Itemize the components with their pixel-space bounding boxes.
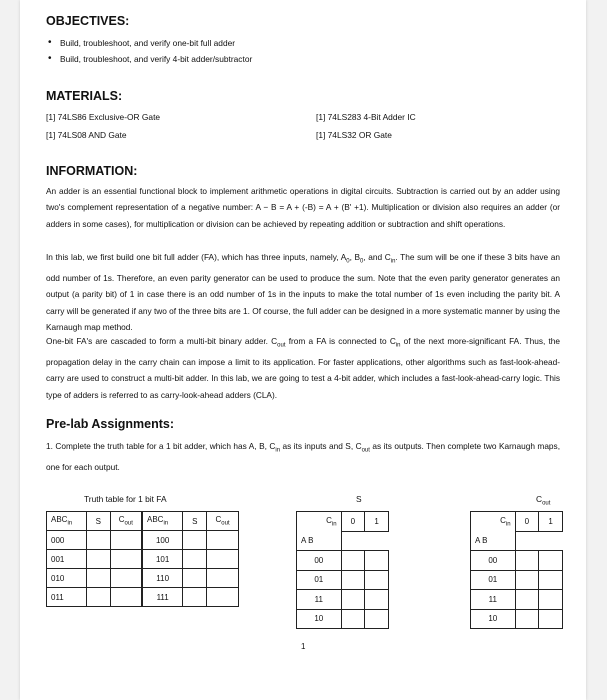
material-item: [1] 74LS283 4-Bit Adder IC bbox=[316, 112, 416, 122]
table-row bbox=[47, 569, 239, 588]
kmap-cout-title: $C_{out}$ bbox=[536, 494, 551, 507]
kmap-cell bbox=[365, 609, 389, 629]
table-row bbox=[47, 588, 239, 607]
table-cell: 111 bbox=[142, 588, 183, 607]
answer-cell bbox=[110, 550, 142, 569]
kmap-corner: $C_{in}$ bbox=[471, 512, 516, 532]
answer-cell bbox=[183, 531, 207, 550]
table-cell: 110 bbox=[142, 569, 183, 588]
prelab-question-1: 1. Complete the truth table for a 1 bit adder, which has A, B, $C_{in}$ as its inputs and S, $C_{out}$ as its outputs. Then complete two Karnaugh maps, one for each output. bbox=[46, 441, 561, 473]
header-abc: $ABC_{in}$ bbox=[47, 512, 87, 531]
kmap-cell bbox=[365, 570, 389, 590]
information-heading: INFORMATION: bbox=[46, 164, 138, 178]
kmap-row-header: 10 bbox=[471, 609, 516, 629]
kmap-cell bbox=[539, 551, 563, 571]
kmap-col-header: 1 bbox=[539, 512, 563, 532]
kmap-cell bbox=[341, 609, 365, 629]
kmap-row-header: 01 bbox=[297, 570, 342, 590]
header-s: S bbox=[183, 512, 207, 531]
kmap-cell bbox=[365, 551, 389, 571]
kmap-row-header: 11 bbox=[297, 590, 342, 610]
kmap-col-header: 1 bbox=[365, 512, 389, 532]
answer-cell bbox=[110, 569, 142, 588]
kmap-row-header: 00 bbox=[297, 551, 342, 571]
material-item: [1] 74LS08 AND Gate bbox=[46, 130, 127, 140]
kmap-cell bbox=[341, 570, 365, 590]
kmap-row-header: 11 bbox=[471, 590, 516, 610]
table-row bbox=[47, 550, 239, 569]
kmap-s-title: S bbox=[356, 494, 362, 504]
kmap-row-header: 01 bbox=[471, 570, 516, 590]
kmap-cell bbox=[539, 590, 563, 610]
table-cell: 000 bbox=[47, 531, 87, 550]
kmap-cell bbox=[539, 609, 563, 629]
materials-heading: MATERIALS: bbox=[46, 89, 123, 103]
prelab-heading: Pre-lab Assignments: bbox=[46, 417, 175, 431]
header-s: S bbox=[86, 512, 110, 531]
kmap-cell bbox=[341, 590, 365, 610]
header-cout: $C_{out}$ bbox=[110, 512, 142, 531]
objectives-list bbox=[46, 35, 252, 67]
answer-cell bbox=[207, 531, 239, 550]
answer-cell bbox=[183, 550, 207, 569]
material-item: [1] 74LS32 OR Gate bbox=[316, 130, 392, 140]
table-cell: 001 bbox=[47, 550, 87, 569]
kmap-cell bbox=[515, 609, 539, 629]
answer-cell bbox=[183, 569, 207, 588]
info-paragraph-1: An adder is an essential functional block to implement arithmetic operations in digital circuits. Subtraction is carried out by an adder using two's complement representation of a negative number: A − B = A + (-B) = A + (B' +1). Multiplication or division also requires an adder (or adders in some cases), for multiplication or division can be achieved by repeating addition or subtraction and shift operations. bbox=[46, 186, 560, 229]
answer-cell bbox=[207, 588, 239, 607]
list-item: • Build, troubleshoot, and verify 4-bit adder/subtractor bbox=[46, 51, 252, 67]
list-item: • Build, troubleshoot, and verify one-bit full adder bbox=[46, 35, 252, 51]
truth-table bbox=[46, 511, 239, 607]
kmap-cell bbox=[515, 570, 539, 590]
table-cell: 101 bbox=[142, 550, 183, 569]
answer-cell bbox=[207, 550, 239, 569]
kmap-col-header: 0 bbox=[341, 512, 365, 532]
table-header-row bbox=[47, 512, 239, 531]
kmap-cell bbox=[539, 570, 563, 590]
page-number: 1 bbox=[301, 642, 306, 651]
table-cell: 010 bbox=[47, 569, 87, 588]
kmap-s bbox=[296, 511, 389, 629]
kmap-row-header: 10 bbox=[297, 609, 342, 629]
answer-cell bbox=[183, 588, 207, 607]
objectives-heading: OBJECTIVES: bbox=[46, 14, 130, 28]
table-row bbox=[47, 531, 239, 550]
kmap-cell bbox=[365, 590, 389, 610]
kmap-col-header: 0 bbox=[515, 512, 539, 532]
kmap-ab-label: A B bbox=[297, 531, 342, 551]
truth-table-caption: Truth table for 1 bit FA bbox=[84, 494, 167, 504]
document-page bbox=[20, 0, 586, 700]
answer-cell bbox=[86, 550, 110, 569]
table-cell: 100 bbox=[142, 531, 183, 550]
kmap-corner: $C_{in}$ bbox=[297, 512, 342, 532]
material-item: [1] 74LS86 Exclusive-OR Gate bbox=[46, 112, 161, 122]
info-paragraph-2: In this lab, we first build one bit full adder (FA), which has three inputs, namely, $A_0$, $B_0$, and $C_{in}$. The sum will be one if these 3 bits have an odd number of 1s. Therefore, an even parity generator can be used to produce the sum. Note that the even parity generator generates an output (a parity bit) of 1 in case there is an odd number of 1s in the inputs to make the total number of 1s even including the parity bit. A carry will be generated if any two of the three bits are 1. Of course, the full adder can be designed in a more systematic manner by using the Karnaugh map method. bbox=[46, 252, 560, 333]
answer-cell bbox=[86, 569, 110, 588]
answer-cell bbox=[110, 588, 142, 607]
info-paragraph-3: One-bit FA's are cascaded to form a multi-bit binary adder. $C_{out}$ from a FA is connected to $C_{in}$ of the next more-significant FA. Thus, the propagation delay in the carry chain can impose a limit to its application. For faster applications, other algorithms such as fast-look-ahead-carry are used to construct a multi-bit adder. In this lab, we are going to test a 4-bit adder, which includes a fast-look-ahead-carry logic. This type of adders is referred to as carry-look-ahead adders (CLA). bbox=[46, 336, 560, 400]
kmap-row-header: 00 bbox=[471, 551, 516, 571]
answer-cell bbox=[86, 531, 110, 550]
kmap-ab-label: A B bbox=[471, 531, 516, 551]
answer-cell bbox=[86, 588, 110, 607]
answer-cell bbox=[207, 569, 239, 588]
kmap-cell bbox=[341, 551, 365, 571]
kmap-cout bbox=[470, 511, 563, 629]
header-cout: $C_{out}$ bbox=[207, 512, 239, 531]
kmap-cell bbox=[515, 551, 539, 571]
header-abc: $ABC_{in}$ bbox=[142, 512, 183, 531]
answer-cell bbox=[110, 531, 142, 550]
kmap-cell bbox=[515, 590, 539, 610]
table-cell: 011 bbox=[47, 588, 87, 607]
